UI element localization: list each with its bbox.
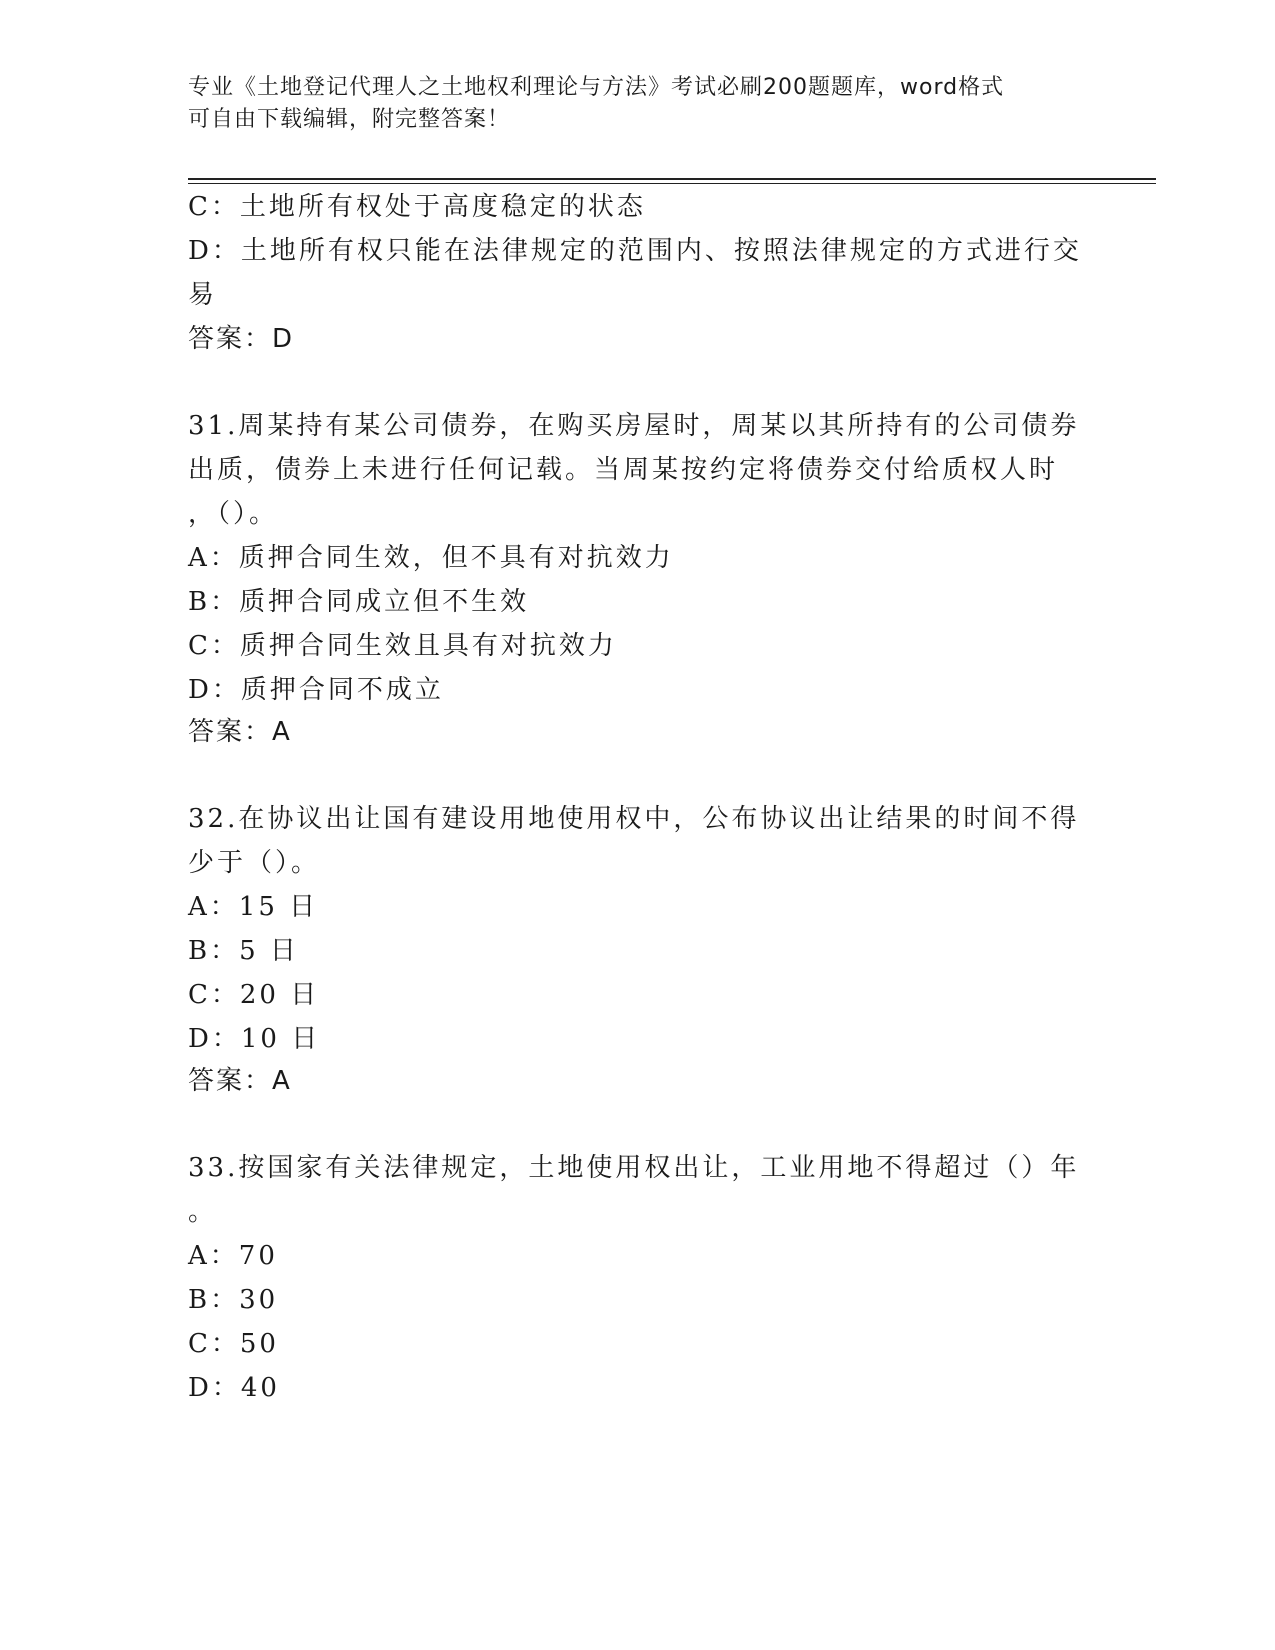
q32-option-d: D：10 日 (188, 1024, 321, 1054)
q30-answer: 答案：D (188, 324, 295, 354)
header-title-line-2: 可自由下载编辑，附完整答案！ (188, 107, 511, 132)
q33-option-a: A：70 (188, 1241, 278, 1271)
q33-option-d: D：40 (188, 1373, 280, 1403)
q31-option-a: A：质押合同生效，但不具有对抗效力 (188, 543, 674, 573)
q31-option-d: D：质押合同不成立 (188, 675, 444, 705)
q31-stem-line-3: ，（）。 (188, 499, 279, 529)
q31-option-b: B：质押合同成立但不生效 (188, 587, 530, 617)
q32-answer: 答案：A (188, 1066, 292, 1096)
q31-answer: 答案：A (188, 717, 292, 747)
q33-option-b: B：30 (188, 1285, 279, 1315)
header-title-line-1: 专业《土地登记代理人之土地权利理论与方法》考试必刷200题题库，word格式 (188, 75, 1005, 100)
q33-stem-line-2: 。 (188, 1197, 218, 1227)
q32-stem: 32.在协议出让国有建设用地使用权中，公布协议出让结果的时间不得 (188, 804, 1080, 834)
q30-option-c: C：土地所有权处于高度稳定的状态 (188, 192, 646, 222)
q32-option-c: C：20 日 (188, 980, 320, 1010)
q30-option-d: D：土地所有权只能在法律规定的范围内、按照法律规定的方式进行交 (188, 236, 1082, 266)
q33-stem: 33.按国家有关法律规定，土地使用权出让，工业用地不得超过（）年 (188, 1153, 1080, 1183)
header-divider-thick (188, 178, 1156, 180)
q30-option-d-continued: 易 (188, 280, 218, 310)
q32-stem-line-2: 少于（）。 (188, 848, 321, 878)
q33-option-c: C：50 (188, 1329, 279, 1359)
q32-option-b: B：5 日 (188, 936, 299, 966)
q32-option-a: A：15 日 (188, 892, 319, 922)
header-divider-thin (188, 183, 1156, 184)
q31-stem-line-2: 出质，债券上未进行任何记载。当周某按约定将债券交付给质权人时 (188, 455, 1059, 485)
document-header (188, 72, 1068, 136)
q31-stem: 31.周某持有某公司债券，在购买房屋时，周某以其所持有的公司债券 (188, 411, 1080, 441)
q31-option-c: C：质押合同生效且具有对抗效力 (188, 631, 617, 661)
